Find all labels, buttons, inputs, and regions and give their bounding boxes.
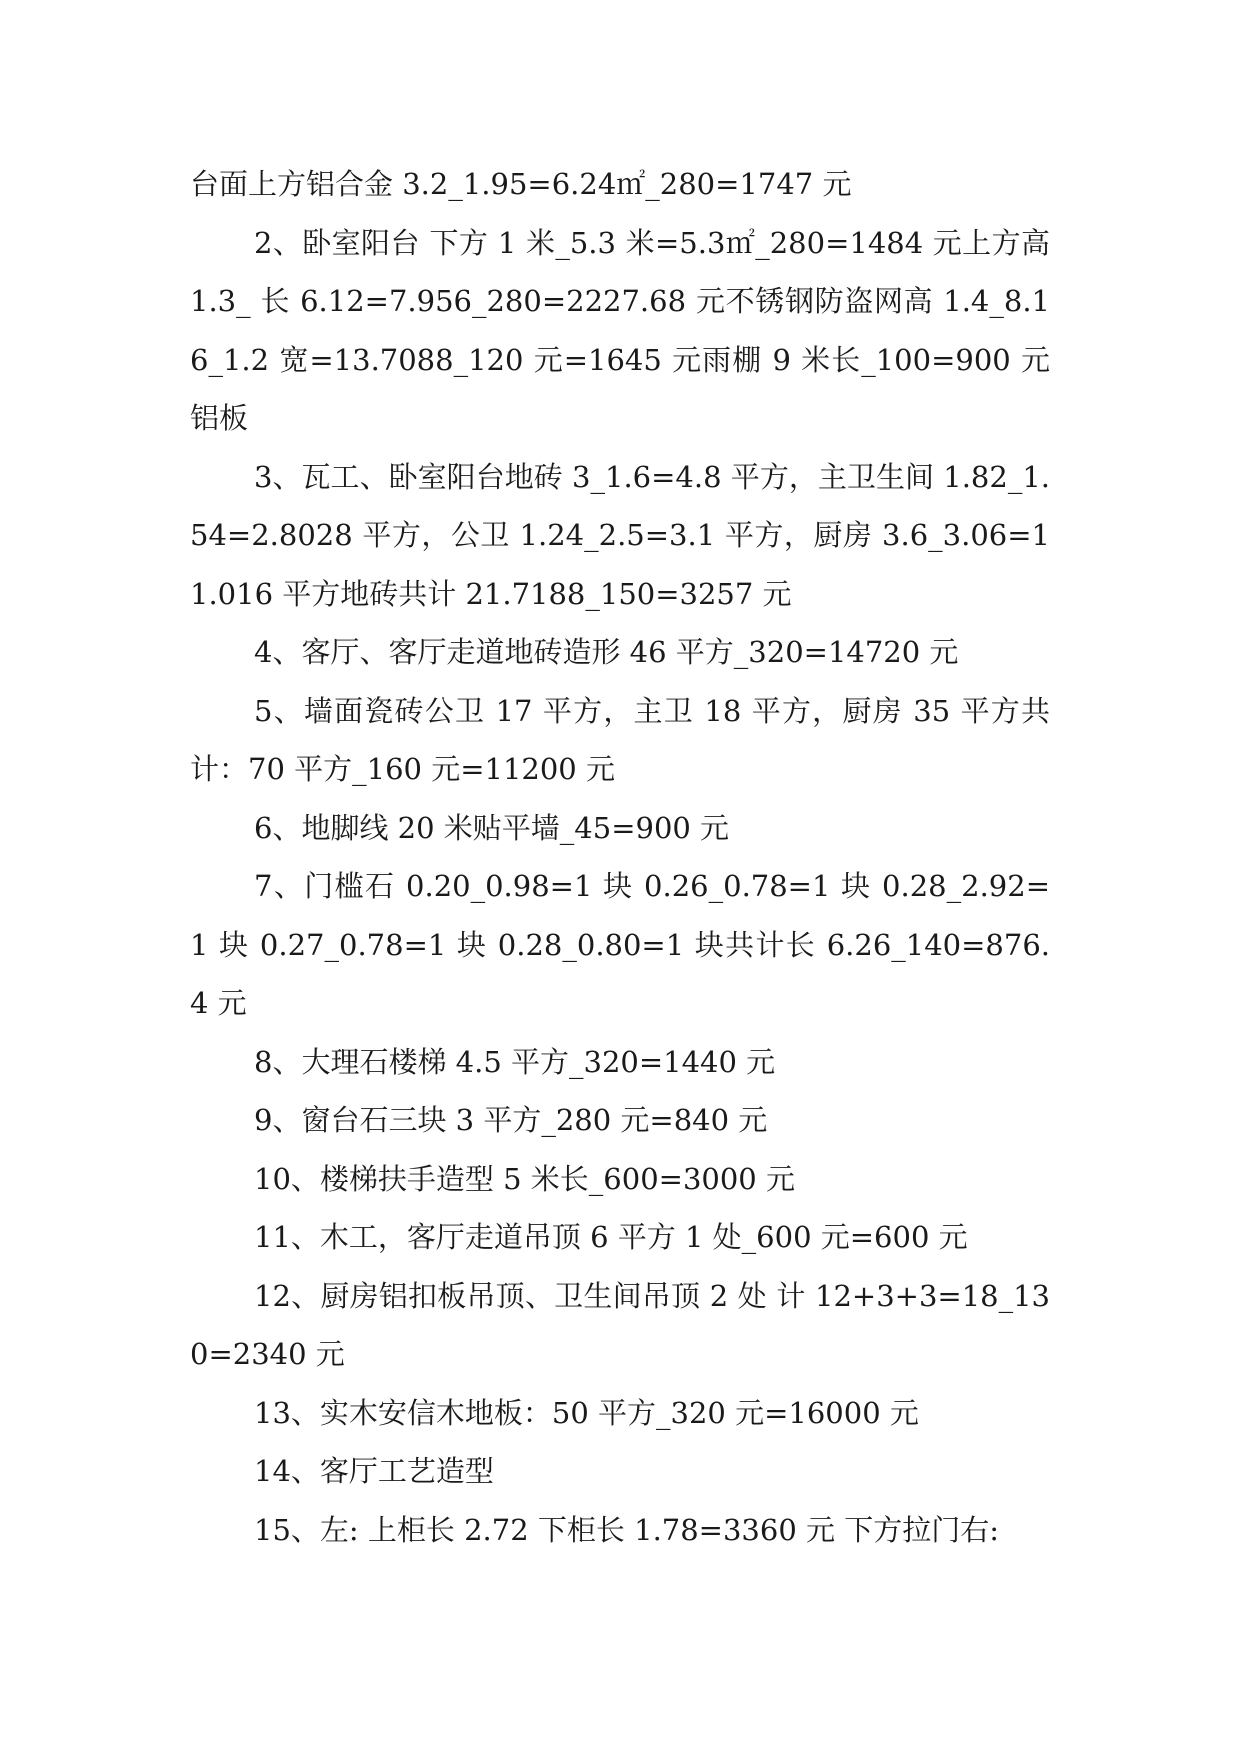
paragraph-item-9-windowsill-stone: 9、窗台石三块 3 平方_280 元=840 元	[254, 1103, 768, 1137]
paragraph-item-5-wall-tiles: 5、墙面瓷砖公卫 17 平方，主卫 18 平方，厨房 35 平方共计：70 平方_160 元=11200 元	[190, 693, 1050, 786]
paragraph-aluminum-countertop: 台面上方铝合金 3.2_1.95=6.24㎡_280=1747 元	[190, 167, 852, 201]
paragraph-item-15-cabinets: 15、左: 上柜长 2.72 下柜长 1.78=3360 元 下方拉门右:	[254, 1512, 999, 1547]
paragraph-item-11-ceiling: 11、木工，客厅走道吊顶 6 平方 1 处_600 元=600 元	[254, 1220, 968, 1254]
paragraph-item-3-floor-tiles: 3、瓦工、卧室阳台地砖 3_1.6=4.8 平方，主卫生间 1.82_1.54=2.8028 平方，公卫 1.24_2.5=3.1 平方，厨房 3.6_3.06=11.016 平方地砖共计 21.7188_150=3257 元	[190, 459, 1050, 611]
paragraph-item-7-threshold-stone: 7、门槛石 0.20_0.98=1 块 0.26_0.78=1 块 0.28_2.92=1 块 0.27_0.78=1 块 0.28_0.80=1 块共计长 6.26_140=876.4 元	[190, 869, 1050, 1020]
paragraph-item-12-aluminum-ceiling: 12、厨房铝扣板吊顶、卫生间吊顶 2 处 计 12+3+3=18_130=2340 元	[190, 1278, 1050, 1371]
paragraph-item-13-wood-floor: 13、实木安信木地板：50 平方_320 元=16000 元	[254, 1395, 919, 1430]
paragraph-item-8-marble-stairs: 8、大理石楼梯 4.5 平方_320=1440 元	[254, 1044, 776, 1079]
document-body	[190, 155, 1050, 1559]
paragraph-item-6-skirting: 6、地脚线 20 米贴平墙_45=900 元	[254, 810, 730, 845]
paragraph-item-14-living-room-design: 14、客厅工艺造型	[254, 1454, 494, 1488]
paragraph-item-10-handrail: 10、楼梯扶手造型 5 米长_600=3000 元	[254, 1161, 795, 1196]
paragraph-item-4-living-room-tiles: 4、客厅、客厅走道地砖造形 46 平方_320=14720 元	[254, 635, 959, 669]
paragraph-item-2-bedroom-balcony: 2、卧室阳台 下方 1 米_5.3 米=5.3㎡_280=1484 元上方高 1.3_ 长 6.12=7.956_280=2227.68 元不锈钢防盗网高 1.4_8.16_1.2 宽=13.7088_120 元=1645 元雨棚 9 米长_100=900 元 铝板	[190, 225, 1050, 435]
